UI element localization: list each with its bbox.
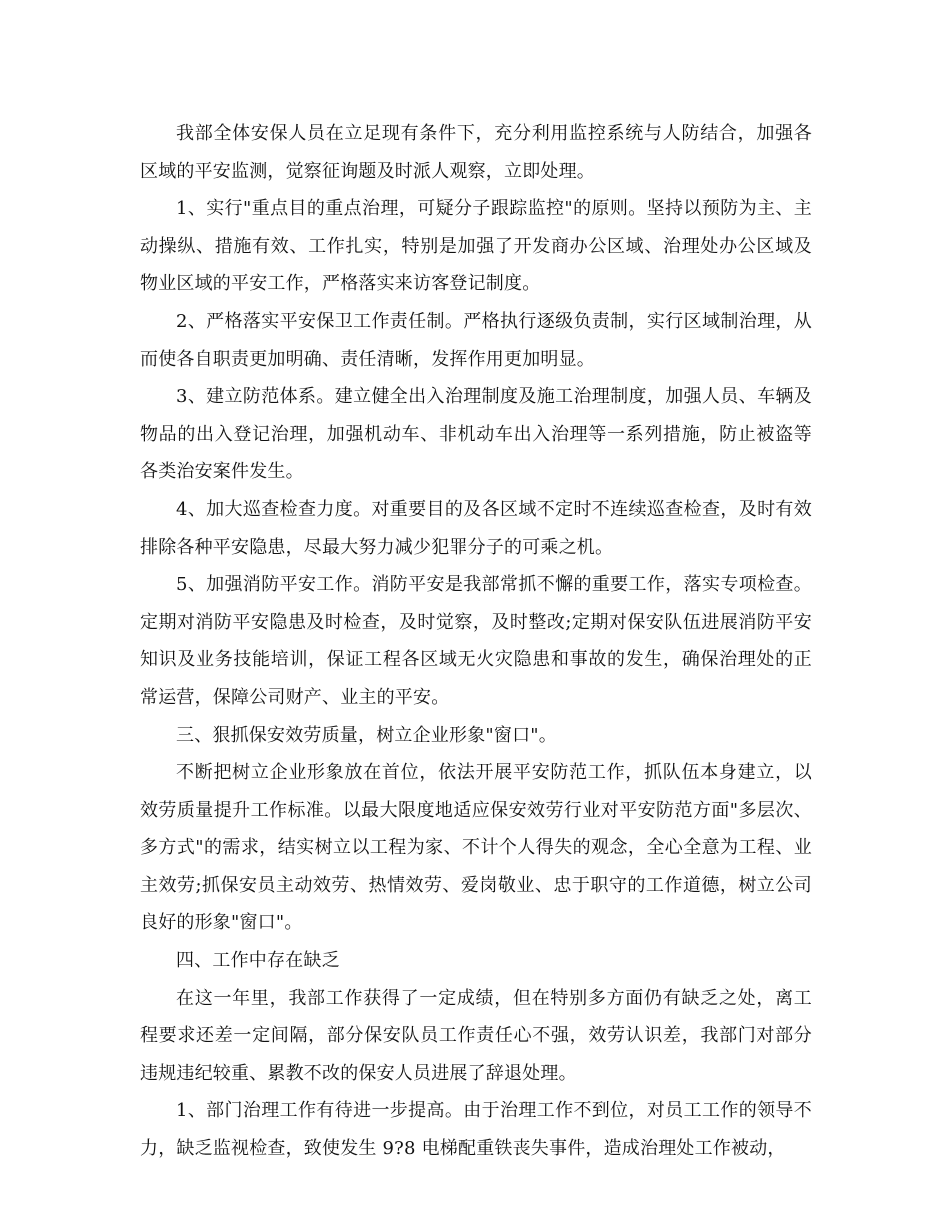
paragraph: 2、严格落实平安保卫工作责任制。严格执行逐级负责制，实行区域制治理，从而使各自职责更加明确、责任清晰，发挥作用更加明显。 [140,310,812,370]
paragraph: 3、建立防范体系。建立健全出入治理制度及施工治理制度，加强人员、车辆及物品的出入登记治理，加强机动车、非机动车出入治理等一系列措施，防止被盗等各类治安案件发生。 [140,386,812,483]
paragraph: 在这一年里，我部工作获得了一定成绩，但在特别多方面仍有缺乏之处，离工程要求还差一定间隔，部分保安队员工作责任心不强，效劳认识差，我部门对部分违规违纪较重、累教不改的保安人员进展了辞退处理。 [140,987,812,1084]
paragraph: 1、部门治理工作有待进一步提高。由于治理工作不到位，对员工工作的领导不力，缺乏监视检查，致使发生 9?8 电梯配重铁丧失事件，造成治理处工作被动， [140,1100,812,1160]
paragraph: 不断把树立企业形象放在首位，依法开展平安防范工作，抓队伍本身建立，以效劳质量提升工作标准。以最大限度地适应保安效劳行业对平安防范方面"多层次、多方式"的需求，结实树立以工程为家、不计个人得失的观念，全心全意为工程、业主效劳;抓保安员主动效劳、热情效劳、爱岗敬业、忠于职守的工作道德，树立公司良好的形象"窗口"。 [140,762,812,934]
section-heading: 三、狠抓保安效劳质量，树立企业形象"窗口"。 [176,724,557,746]
paragraph: 1、实行"重点目的重点治理，可疑分子跟踪监控"的原则。坚持以预防为主、主动操纵、措施有效、工作扎实，特别是加强了开发商办公区域、治理处办公区域及物业区域的平安工作，严格落实来访客登记制度。 [140,198,812,295]
section-heading: 四、工作中存在缺乏 [176,950,340,972]
paragraph: 我部全体安保人员在立足现有条件下，充分利用监控系统与人防结合，加强各区域的平安监测，觉察征询题及时派人观察，立即处理。 [140,123,812,182]
document-body [140,115,812,1168]
paragraph: 5、加强消防平安工作。消防平安是我部常抓不懈的重要工作，落实专项检查。定期对消防平安隐患及时检查，及时觉察，及时整改;定期对保安队伍进展消防平安知识及业务技能培训，保证工程各区域无火灾隐患和事故的发生，确保治理处的正常运营，保障公司财产、业主的平安。 [140,574,812,708]
paragraph: 4、加大巡查检查力度。对重要目的及各区域不定时不连续巡查检查，及时有效排除各种平安隐患，尽最大努力减少犯罪分子的可乘之机。 [140,498,812,558]
